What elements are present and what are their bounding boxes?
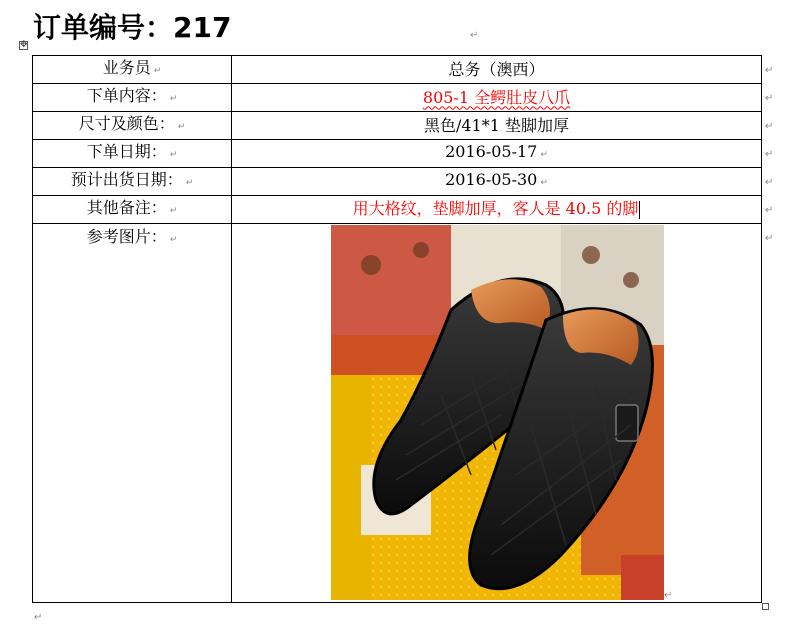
label-order-date: 下单日期： (86, 142, 167, 161)
reference-photo[interactable] (331, 225, 664, 600)
table-row (33, 84, 762, 112)
label-order-content: 下单内容： (86, 86, 167, 105)
label-reference-photo: 参考图片： (86, 227, 167, 246)
shoe-photo-icon (331, 225, 664, 600)
paragraph-mark: ↵ (540, 150, 548, 160)
value-remarks: 用大格纹，垫脚加厚，客人是 40.5 的脚 (352, 199, 639, 219)
value-size-color: 黑色/41*1 垫脚加厚 (423, 115, 570, 135)
paragraph-mark: ↵ (169, 94, 178, 104)
cell-label[interactable] (33, 112, 232, 140)
paragraph-mark: ↵ (169, 235, 178, 245)
row-end-mark: ↵ (765, 93, 774, 104)
label-size-color: 尺寸及颜色： (78, 114, 175, 133)
cell-value[interactable] (232, 196, 762, 224)
cell-value[interactable] (232, 56, 762, 84)
cell-photo[interactable] (232, 224, 762, 603)
paragraph-mark: ↵ (169, 206, 178, 216)
table-row (33, 168, 762, 196)
cell-value[interactable] (232, 140, 762, 168)
cell-label[interactable] (33, 84, 232, 112)
row-end-mark: ↵ (765, 149, 774, 160)
row-end-mark: ↵ (765, 121, 774, 132)
text-cursor (639, 201, 640, 219)
row-end-mark: ↵ (765, 177, 774, 188)
paragraph-mark: ↵ (664, 590, 673, 601)
table-row (33, 224, 762, 603)
paragraph-mark: ↵ (153, 66, 162, 76)
table-row (33, 196, 762, 224)
paragraph-mark: ↵ (169, 150, 178, 160)
value-order-content: 805-1 全鳄肚皮八爪 (422, 87, 571, 107)
value-ship-date: 2016-05-30 (445, 170, 538, 189)
paragraph-mark: ↵ (470, 30, 479, 41)
paragraph-mark: ↵ (185, 178, 194, 188)
value-order-date: 2016-05-17 (445, 142, 538, 161)
row-end-mark: ↵ (765, 205, 774, 216)
table-resize-handle-icon[interactable] (762, 603, 769, 610)
row-end-mark: ↵ (765, 65, 774, 76)
label-ship-date: 预计出货日期： (70, 170, 183, 189)
label-remarks: 其他备注： (86, 198, 167, 217)
cell-value[interactable] (232, 168, 762, 196)
cell-label[interactable] (33, 56, 232, 84)
cell-label[interactable] (33, 168, 232, 196)
paragraph-mark: ↵ (540, 178, 548, 188)
cell-label[interactable] (33, 224, 232, 603)
cell-value[interactable] (232, 84, 762, 112)
order-title: 订单编号：217 (33, 11, 232, 44)
table-row (33, 112, 762, 140)
table-move-handle-icon[interactable]: ✥ (20, 40, 28, 50)
table-row (33, 140, 762, 168)
cell-label[interactable] (33, 140, 232, 168)
cell-label[interactable] (33, 196, 232, 224)
cell-value[interactable] (232, 112, 762, 140)
row-end-mark: ↵ (765, 233, 774, 244)
table-row (33, 56, 762, 84)
value-salesperson: 总务（澳西） (448, 59, 545, 79)
label-salesperson: 业务员 (102, 58, 151, 77)
order-table (32, 55, 762, 603)
paragraph-mark: ↵ (177, 122, 186, 132)
paragraph-mark: ↵ (34, 612, 43, 623)
